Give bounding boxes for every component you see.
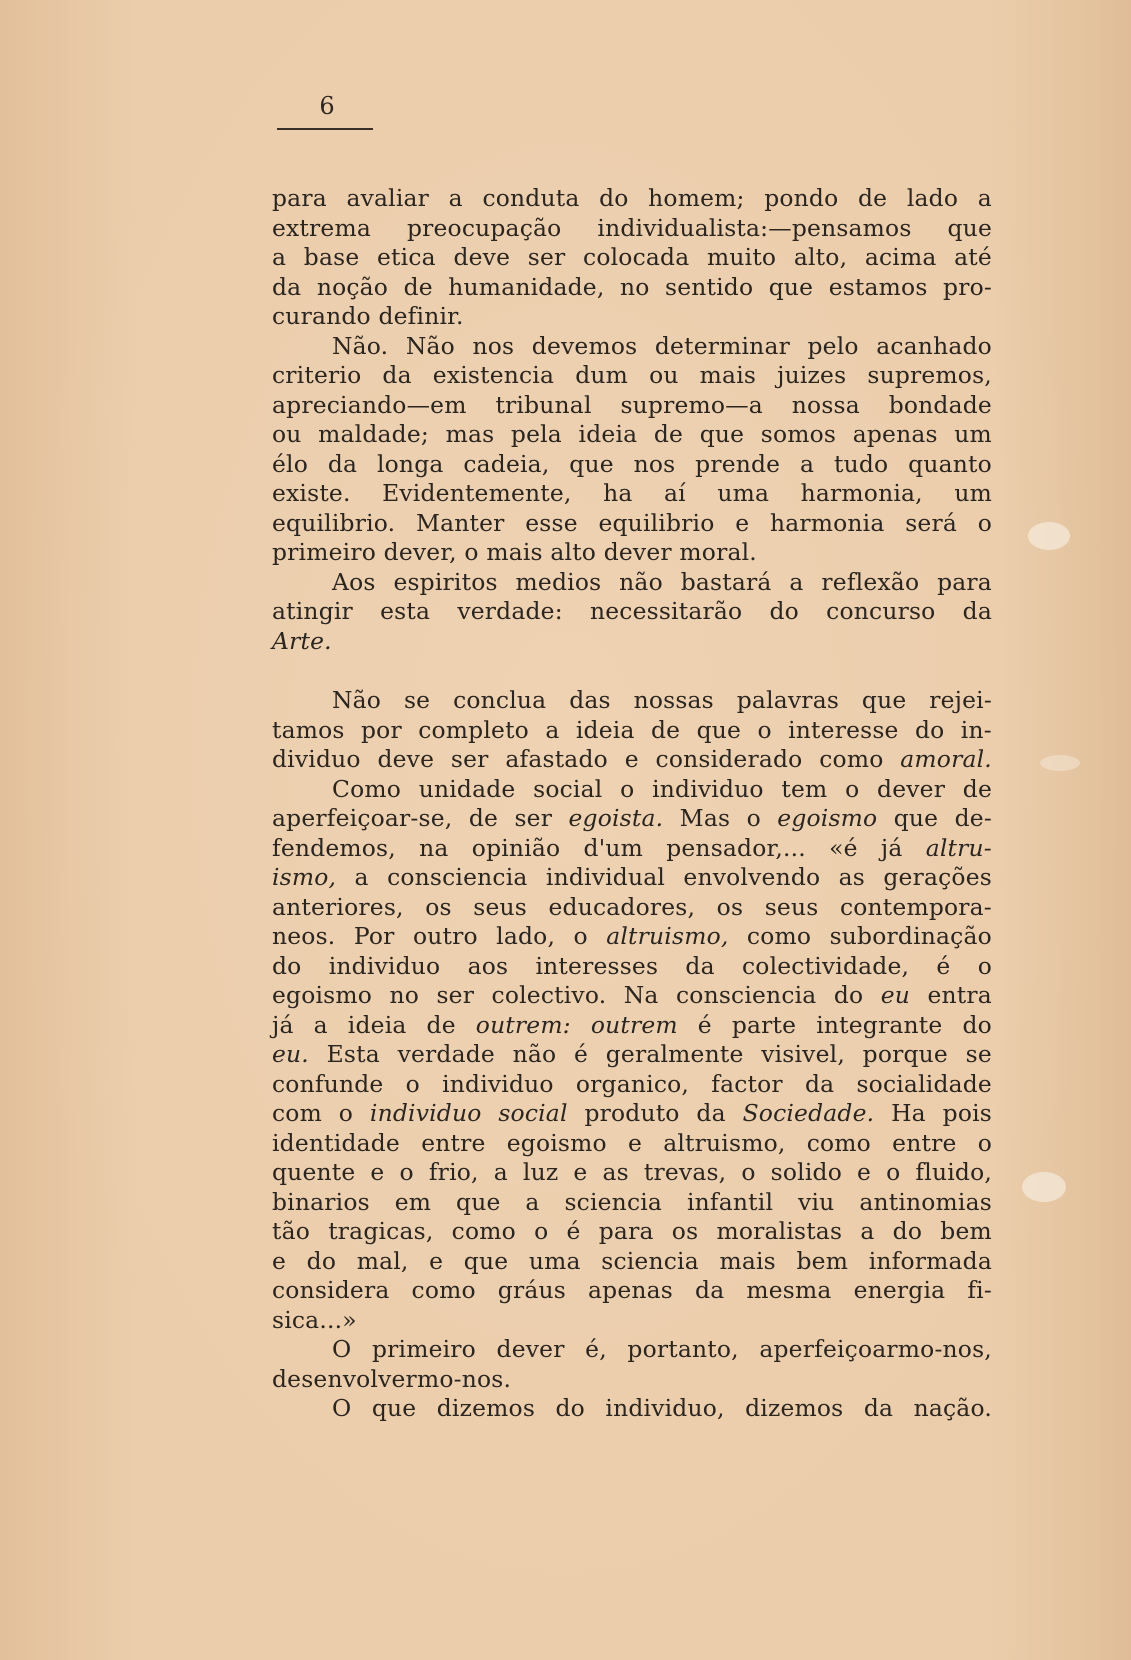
- body-text: [272, 184, 992, 1424]
- text-line: tamos por completo a ideia de que o interesse do in-: [272, 715, 992, 744]
- paper-stain: [1040, 755, 1080, 771]
- text-line: já a ideia de outrem: outrem é parte integrante do: [272, 1010, 992, 1039]
- text-line: curando definir.: [272, 302, 464, 330]
- text-line: Como unidade social o individuo tem o dever de: [332, 774, 992, 803]
- text-line: ismo, a consciencia individual envolvendo as gerações: [272, 863, 992, 891]
- text-line: para avaliar a conduta do homem; pondo de lado a: [272, 184, 992, 212]
- text-line: e do mal, e que uma sciencia mais bem informada: [272, 1246, 992, 1275]
- text-line: tão tragicas, como o é para os moralistas a do bem: [272, 1217, 992, 1245]
- text-line: Arte.: [272, 626, 332, 655]
- paper-stain: [1022, 1172, 1066, 1202]
- text-line: da noção de humanidade, no sentido que estamos pro-: [272, 272, 992, 301]
- text-line: fendemos, na opinião d'um pensador,... «é já altru-: [272, 833, 992, 862]
- text-line: eu. Esta verdade não é geralmente visivel, porque se: [272, 1040, 992, 1068]
- text-line: confunde o individuo organico, factor da socialidade: [272, 1069, 992, 1098]
- text-line: binarios em que a sciencia infantil viu antinomias: [272, 1187, 992, 1216]
- text-line: Não se conclua das nossas palavras que rejei-: [332, 686, 992, 714]
- text-line: primeiro dever, o mais alto dever moral.: [272, 538, 757, 566]
- text-line: O primeiro dever é, portanto, aperfeiçoarmo-nos,: [332, 1335, 992, 1363]
- text-line: élo da longa cadeia, que nos prende a tudo quanto: [272, 449, 992, 478]
- text-line: quente e o frio, a luz e as trevas, o solido e o fluido,: [272, 1158, 992, 1186]
- text-line: sica...»: [272, 1305, 357, 1334]
- text-line: considera como gráus apenas da mesma energia fi-: [272, 1276, 992, 1304]
- text-line: desenvolvermo-nos.: [272, 1364, 512, 1393]
- paper-stain: [1028, 522, 1070, 550]
- text-line: apreciando—em tribunal supremo—a nossa bondade: [272, 390, 992, 419]
- text-line: Aos espiritos medios não bastará a reflexão para: [332, 567, 992, 596]
- text-line: Não. Não nos devemos determinar pelo acanhado: [332, 331, 992, 360]
- text-line: ou maldade; mas pela ideia de que somos apenas um: [272, 420, 992, 448]
- text-line: equilibrio. Manter esse equilibrio e harmonia será o: [272, 508, 992, 537]
- text-line: egoismo no ser colectivo. Na consciencia do eu entra: [272, 981, 992, 1009]
- text-line: O que dizemos do individuo, dizemos da nação.: [332, 1394, 992, 1422]
- text-line: com o individuo social produto da Sociedade. Ha pois: [272, 1099, 992, 1127]
- text-line: extrema preocupação individualista:—pensamos que: [272, 213, 992, 242]
- text-line: do individuo aos interesses da colectividade, é o: [272, 951, 992, 980]
- text-line: anteriores, os seus educadores, os seus contempora-: [272, 892, 992, 921]
- text-line: dividuo deve ser afastado e considerado como amoral.: [272, 745, 992, 773]
- page-number-rule: [277, 128, 373, 130]
- page-number: 6: [319, 92, 335, 120]
- text-line: neos. Por outro lado, o altruismo, como subordinação: [272, 922, 992, 950]
- text-line: aperfeiçoar-se, de ser egoista. Mas o egoismo que de-: [272, 804, 992, 832]
- text-line: identidade entre egoismo e altruismo, como entre o: [272, 1128, 992, 1157]
- text-line: a base etica deve ser colocada muito alto, acima até: [272, 243, 992, 271]
- text-line: existe. Evidentemente, ha aí uma harmonia, um: [272, 479, 992, 507]
- text-line: criterio da existencia dum ou mais juizes supremos,: [272, 361, 992, 389]
- text-line: atingir esta verdade: necessitarão do concurso da: [272, 597, 992, 625]
